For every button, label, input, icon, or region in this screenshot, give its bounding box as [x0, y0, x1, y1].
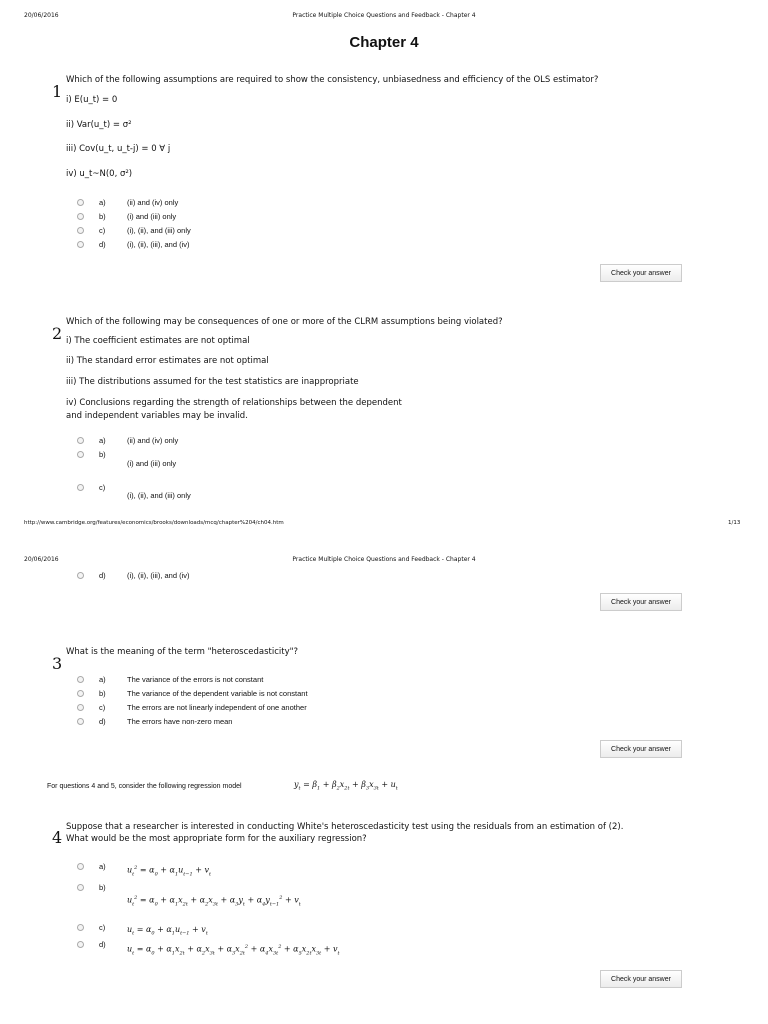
question-number-2: 2: [52, 324, 63, 343]
question-text-3: What is the meaning of the term "heteroscedasticity"?: [66, 647, 299, 657]
q1-item-2: ii) Var(u_t) = σ²: [66, 120, 132, 130]
q1-option-d[interactable]: d) (i), (ii), (iii), and (iv): [77, 240, 190, 249]
q4-option-a-equation: $u_t^2 = \alpha_0 + \alpha_1u_{t-1} + v_t$: [127, 865, 212, 878]
print-footer-url: http://www.cambridge.org/features/economics/brooks/downloads/mcq/chapter%204/ch04.htm: [24, 520, 284, 526]
print-date: 20/06/2016: [24, 12, 59, 19]
radio-button[interactable]: [77, 676, 84, 683]
check-answer-button-3[interactable]: Check your answer: [600, 740, 682, 758]
radio-button[interactable]: [77, 718, 84, 725]
radio-button[interactable]: [77, 227, 84, 234]
question-number-3: 3: [52, 654, 63, 673]
print-date: 20/06/2016: [24, 556, 59, 563]
q4-option-c-equation: $u_t = \alpha_0 + \alpha_1u_{t-1} + v_t$: [127, 925, 208, 937]
q4-option-d-equation: $u_t = \alpha_0 + \alpha_1x_{2t} + \alpha_2x_{3t} + \alpha_3x_{2t}^2 + \alpha_4x_{3t}^2 + \alpha_5x_{2t}x_{3t} + v_t$: [127, 944, 340, 957]
regression-model-equation: $y_t = \beta_1 + \beta_2x_{2t} + \beta_3x_{3t} + u_t$: [294, 780, 398, 792]
question-number-4: 4: [52, 828, 63, 847]
print-header-title: Practice Multiple Choice Questions and Feedback - Chapter 4: [292, 12, 476, 19]
q4-option-d[interactable]: d) $u_t = \alpha_0 + \alpha_1x_{2t} + \alpha_2x_{3t} + \alpha_3x_{2t}^2 + \alpha_4x_{3t}^2 + \alpha_5x_{2t}x_{3t} + v_t$: [77, 940, 340, 956]
radio-button[interactable]: [77, 704, 84, 711]
question-text-2: Which of the following may be consequences of one or more of the CLRM assumptions being violated?: [66, 317, 503, 327]
q1-option-c[interactable]: c) (i), (ii), and (iii) only: [77, 226, 191, 235]
print-page-number: 1/13: [728, 520, 741, 526]
question-text-4: Suppose that a researcher is interested in conducting White's heteroscedasticity test using the residuals from an estimation of (2).: [66, 822, 624, 832]
q3-option-c[interactable]: c) The errors are not linearly independent of one another: [77, 703, 307, 712]
q4-option-b-equation: $u_t^2 = \alpha_0 + \alpha_1x_{2t} + \alpha_2x_{3t} + \alpha_3y_t + \alpha_4y_{t-1}^2 + v_t$: [127, 895, 301, 908]
radio-button[interactable]: [77, 941, 84, 948]
radio-button[interactable]: [77, 199, 84, 206]
radio-button[interactable]: [77, 884, 84, 891]
q2-item-2: ii) The standard error estimates are not optimal: [66, 356, 269, 366]
question-number-1: 1: [52, 82, 63, 101]
q2-item-4-cont: and independent variables may be invalid.: [66, 411, 248, 421]
question-text-4-line2: What would be the most appropriate form for the auxiliary regression?: [66, 834, 367, 844]
q3-option-b[interactable]: b) The variance of the dependent variable is not constant: [77, 689, 308, 698]
q2-item-3: iii) The distributions assumed for the test statistics are inappropriate: [66, 377, 359, 387]
q2-item-4: iv) Conclusions regarding the strength of relationships between the dependent: [66, 398, 402, 408]
q2-option-c[interactable]: c) (i), (ii), and (iii) only: [77, 483, 191, 500]
q1-item-3: iii) Cov(u_t, u_t-j) = 0 ∀ j: [66, 144, 171, 154]
q4-option-b[interactable]: b) $u_t^2 = \alpha_0 + \alpha_1x_{2t} + \alpha_2x_{3t} + \alpha_3y_t + \alpha_4y_{t-1}^2 + v_t$: [77, 883, 301, 907]
radio-button[interactable]: [77, 437, 84, 444]
radio-button[interactable]: [77, 484, 84, 491]
model-intro-text: For questions 4 and 5, consider the following regression model: [47, 783, 242, 790]
q1-option-b[interactable]: b) (i) and (iii) only: [77, 212, 176, 221]
q1-option-a[interactable]: a) (ii) and (iv) only: [77, 198, 178, 207]
check-answer-button-1[interactable]: Check your answer: [600, 264, 682, 282]
radio-button[interactable]: [77, 241, 84, 248]
print-header-title: Practice Multiple Choice Questions and Feedback - Chapter 4: [292, 556, 476, 563]
check-answer-button-2[interactable]: Check your answer: [600, 593, 682, 611]
q1-item-4: iv) u_t~N(0, σ²): [66, 169, 133, 179]
q1-item-1: i) E(u_t) = 0: [66, 95, 118, 105]
question-text-1: Which of the following assumptions are required to show the consistency, unbiasedness and efficiency of the OLS estimator?: [66, 75, 599, 85]
check-answer-button-4[interactable]: Check your answer: [600, 970, 682, 988]
radio-button[interactable]: [77, 690, 84, 697]
q4-option-a[interactable]: a) $u_t^2 = \alpha_0 + \alpha_1u_{t-1} + v_t$: [77, 862, 211, 877]
q2-item-1: i) The coefficient estimates are not optimal: [66, 336, 250, 346]
q4-option-c[interactable]: c) $u_t = \alpha_0 + \alpha_1u_{t-1} + v_t$: [77, 923, 208, 937]
q3-option-d[interactable]: d) The errors have non-zero mean: [77, 717, 232, 726]
radio-button[interactable]: [77, 451, 84, 458]
radio-button[interactable]: [77, 863, 84, 870]
q2-option-d[interactable]: d) (i), (ii), (iii), and (iv): [77, 571, 190, 580]
radio-button[interactable]: [77, 924, 84, 931]
radio-button[interactable]: [77, 213, 84, 220]
q3-option-a[interactable]: a) The variance of the errors is not constant: [77, 675, 263, 684]
page-title: Chapter 4: [349, 34, 419, 51]
radio-button[interactable]: [77, 572, 84, 579]
q2-option-b[interactable]: b) (i) and (iii) only: [77, 450, 176, 468]
q2-option-a[interactable]: a) (ii) and (iv) only: [77, 436, 178, 445]
